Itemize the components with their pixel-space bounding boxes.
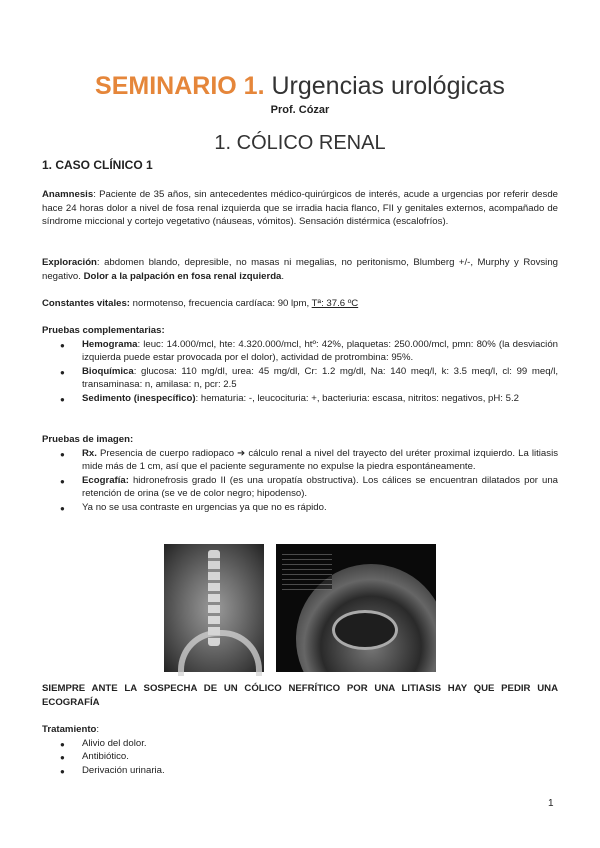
exploracion-text: : abdomen blando, depresible, no masas ni megalias, no peritonismo, Blumberg +/-, Murphy y Rovsing negativo. (42, 257, 558, 282)
constantes-label: Constantes vitales: (42, 298, 130, 309)
item-label: Bioquímica (82, 365, 134, 377)
complementarias-heading: Pruebas complementarias: (42, 325, 165, 336)
kidney-shape (332, 610, 398, 650)
complementarias-section (42, 324, 558, 406)
item-text: : leuc: 14.000/mcl, hte: 4.320.000/mcl, htº: 42%, plaquetas: 250.000/mcl, pmn: 80% (la desviación izquierda puede estar provocada por el dolor), actividad de protrombina: 95%. (82, 338, 558, 364)
anamnesis-text: : Paciente de 35 años, sin antecedentes médico-quirúrgicos de interés, acude a urgencias por referir desde hace 24 horas dolor a nivel de fosa renal izquierda que se irradia hacia flanco, FII y genitales externos, acompañado de síndrome miccional y cortejo vegetativo (náuseas, vómitos). Sensación distérmica (escalofríos). (42, 189, 558, 228)
tratamiento-heading: Tratamiento (42, 724, 97, 735)
anamnesis-paragraph (42, 188, 558, 229)
list-item: ● Derivación urinaria. (82, 764, 558, 778)
item-text: hidronefrosis grado II (es una uropatía obstructiva). Los cálices se encuentran dilatados por una retención de orina (se ve de color negro; hipodenso). (82, 474, 558, 500)
imagen-section (42, 433, 558, 515)
exploracion-bold: Dolor a la palpación en fosa renal izquierda (83, 270, 282, 282)
tratamiento-list (42, 737, 558, 778)
list-item (82, 338, 558, 365)
item-text: : glucosa: 110 mg/dl, urea: 45 mg/dl, Cr: 1.2 mg/dl, Na: 140 meq/l, k: 3.5 meq/l, cl: 99 meq/l, transaminasa: n, amilasa: n, pcr: 2.5 (82, 365, 558, 391)
item-text: Ya no se usa contraste en urgencias ya que no es rápido. (82, 501, 327, 513)
exploracion-label: Exploración (42, 257, 97, 268)
title-seminar: SEMINARIO 1. (95, 72, 265, 100)
page-number: 1 (548, 798, 554, 809)
item-text: : hematuria: -, leucocituria: +, bacteriuria: escasa, nitritos: negativos, pH: 5.2 (195, 392, 519, 404)
tratamiento-colon: : (96, 724, 100, 735)
list-item: ● Alivio del dolor. (82, 737, 558, 751)
professor-name: Prof. Cózar (270, 104, 330, 116)
pelvis-shape (178, 630, 262, 676)
imagen-list (42, 447, 558, 515)
item-label: Sedimento (inespecífico) (82, 392, 196, 404)
ultrasound-overlay-text (282, 550, 332, 590)
exploracion-end: . (281, 270, 285, 282)
list-item (82, 365, 558, 392)
warning-text: SIEMPRE ANTE LA SOSPECHA DE UN CÓLICO NEFRÍTICO POR UNA LITIASIS HAY QUE PEDIR UNA ECOGRAFÍA (42, 683, 558, 708)
xray-image (164, 544, 264, 672)
list-item (82, 474, 558, 501)
tratamiento-section (42, 723, 558, 777)
list-item (82, 392, 558, 406)
imagen-heading: Pruebas de imagen: (42, 434, 134, 445)
list-item: ● Antibiótico. (82, 750, 558, 764)
constantes-temp: Tª: 37.6 ºC (311, 298, 359, 309)
constantes-paragraph (42, 297, 558, 311)
item-label: Rx. (82, 447, 97, 459)
item-label: Ecografía: (82, 474, 129, 486)
exploracion-paragraph (42, 256, 558, 283)
list-item (82, 447, 558, 474)
case-heading: 1. CASO CLÍNICO 1 (42, 158, 153, 172)
item-label: Hemograma (82, 338, 138, 350)
complementarias-list (42, 338, 558, 406)
anamnesis-label: Anamnesis (42, 189, 94, 200)
list-item (82, 501, 558, 515)
document-title (0, 70, 600, 102)
title-topic: Urgencias urológicas (264, 72, 505, 100)
ultrasound-image (276, 544, 436, 672)
section-heading: 1. CÓLICO RENAL (214, 132, 386, 154)
constantes-text: normotenso, frecuencia cardíaca: 90 lpm, (129, 298, 312, 309)
item-text: Presencia de cuerpo radiopaco ➔ cálculo renal a nivel del trayecto del uréter proximal izquierdo. La litiasis mide más de 1 cm, así que el paciente seguramente no expulse la piedra espontáneamente. (82, 447, 558, 473)
